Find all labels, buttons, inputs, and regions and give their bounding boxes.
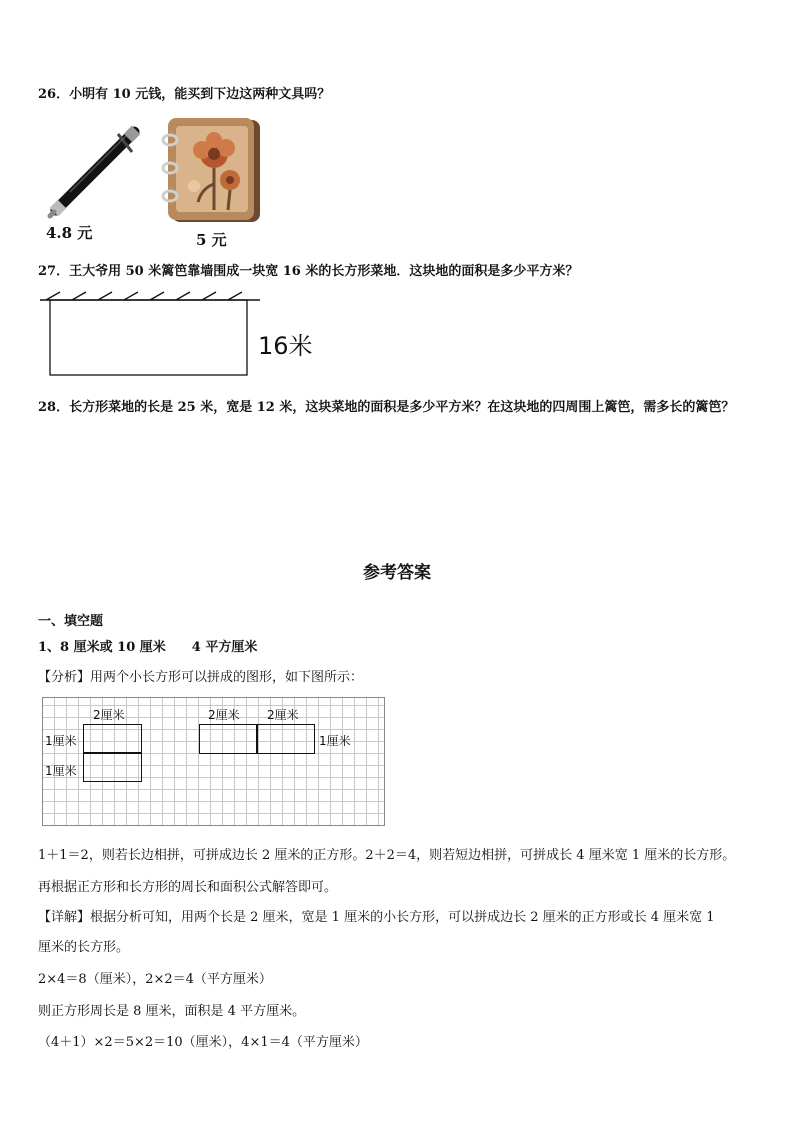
grid-figure: [42, 697, 385, 826]
question-28-text: 28．长方形菜地的长是 25 米，宽是 12 米，这块菜地的面积是多少平方米？在这块地的四周围上篱笆，需多长的篱笆？: [38, 400, 735, 415]
wall-diagram: [38, 290, 268, 380]
label-1cm-c: 1厘米: [319, 734, 351, 748]
answer-line-3: 【详解】根据分析可知，用两个长是 2 厘米，宽是 1 厘米的小长方形，可以拼成边长 2 厘米的正方形或长 4 厘米宽 1: [38, 910, 715, 925]
label-1cm-a: 1厘米: [45, 734, 77, 748]
question-27-text: 27．王大爷用 50 米篱笆靠墙围成一块宽 16 米的长方形菜地．这块地的面积是多少平方米？: [38, 264, 579, 279]
pen-icon: [40, 122, 150, 222]
answer-line-7: （4＋1）×2＝5×2＝10（厘米），4×1＝4（平方厘米）: [38, 1035, 368, 1050]
answer-line-6: 则正方形周长是 8 厘米，面积是 4 平方厘米。: [38, 1004, 306, 1019]
notebook-price: 5 元: [196, 231, 227, 249]
answer-line-5: 2×4＝8（厘米），2×2＝4（平方厘米）: [38, 972, 272, 987]
rect-left-cell: [199, 724, 258, 754]
answers-title: 参考答案: [363, 563, 431, 583]
pen-price: 4.8 元: [46, 224, 93, 242]
label-2cm-a: 2厘米: [93, 708, 125, 722]
section-heading: 一、填空题: [38, 614, 104, 629]
question-26-text: 26．小明有 10 元钱，能买到下边这两种文具吗？: [38, 87, 331, 102]
answer-line-4: 厘米的长方形。: [38, 940, 130, 955]
analysis-text: 【分析】用两个小长方形可以拼成的图形，如下图所示：: [38, 670, 364, 685]
answer-line-1: 1＋1＝2，则若长边相拼，可拼成边长 2 厘米的正方形。2＋2＝4，则若短边相拼，可拼成长 4 厘米宽 1 厘米的长方形。: [38, 848, 736, 863]
label-1cm-b: 1厘米: [45, 764, 77, 778]
rect-right-cell: [256, 724, 315, 754]
width-label: 16米: [258, 332, 313, 360]
label-2cm-c: 2厘米: [267, 708, 299, 722]
label-2cm-b: 2厘米: [208, 708, 240, 722]
answer-item-1: 1、8 厘米或 10 厘米 4 平方厘米: [38, 640, 258, 655]
square-bottom-cell: [83, 752, 142, 782]
notebook-icon: [158, 114, 266, 226]
answer-line-2: 再根据正方形和长方形的周长和面积公式解答即可。: [38, 880, 338, 895]
square-top-cell: [83, 724, 142, 754]
